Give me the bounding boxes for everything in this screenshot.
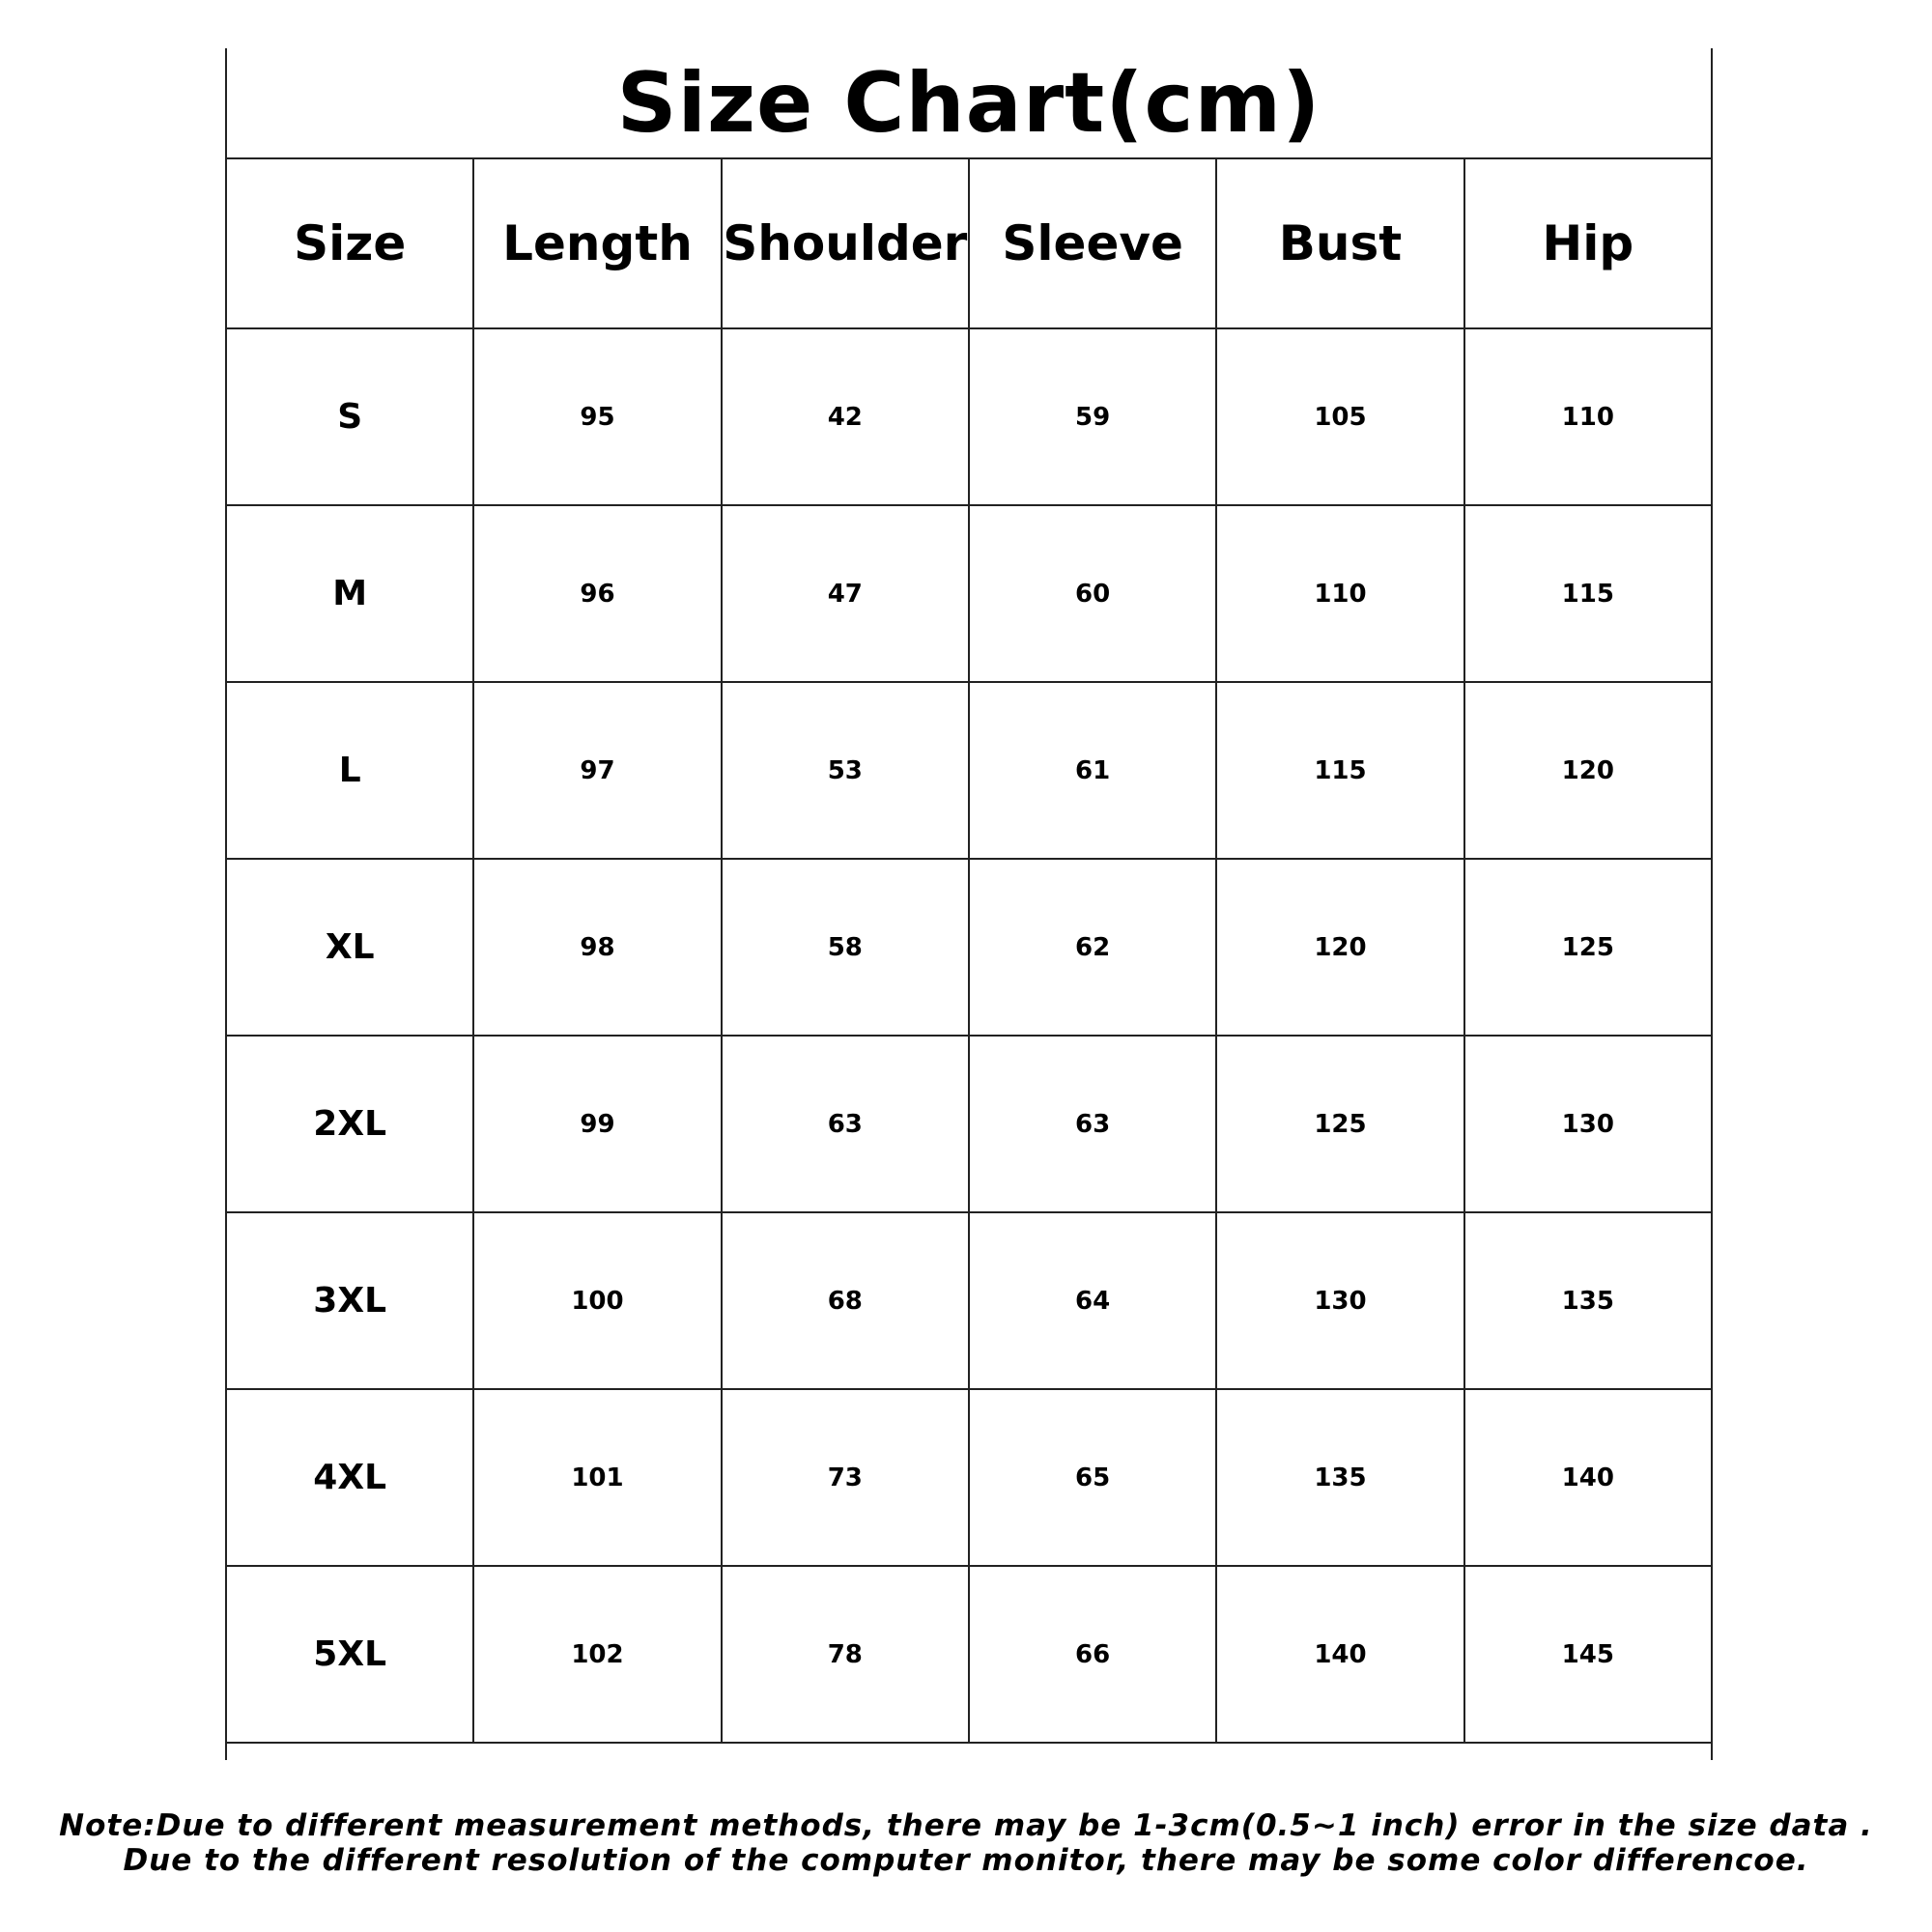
- hip-cell: 135: [1464, 1212, 1712, 1389]
- bust-cell: 140: [1216, 1566, 1463, 1743]
- bust-cell: 125: [1216, 1036, 1463, 1212]
- shoulder-cell: 63: [722, 1036, 969, 1212]
- sleeve-cell: 60: [969, 505, 1216, 682]
- hip-cell: 120: [1464, 682, 1712, 859]
- table-row: [226, 1036, 1712, 1212]
- note-line-1: Note:Due to different measurement methods, there may be 1-3cm(0.5~1 inch) error in the size data .: [59, 1808, 1873, 1843]
- bust-cell: 105: [1216, 328, 1463, 505]
- header-hip: Hip: [1464, 158, 1712, 328]
- header-shoulder: Shoulder: [722, 158, 969, 328]
- header-size: Size: [226, 158, 473, 328]
- sleeve-cell: 66: [969, 1566, 1216, 1743]
- shoulder-cell: 78: [722, 1566, 969, 1743]
- hip-cell: 145: [1464, 1566, 1712, 1743]
- length-cell: 95: [473, 328, 721, 505]
- bust-cell: 130: [1216, 1212, 1463, 1389]
- shoulder-cell: 73: [722, 1389, 969, 1566]
- sleeve-cell: 59: [969, 328, 1216, 505]
- size-cell: M: [226, 505, 473, 682]
- hip-cell: 140: [1464, 1389, 1712, 1566]
- bust-cell: 115: [1216, 682, 1463, 859]
- chart-title: Size Chart(cm): [616, 54, 1321, 152]
- length-cell: 101: [473, 1389, 721, 1566]
- sleeve-cell: 65: [969, 1389, 1216, 1566]
- hip-cell: 125: [1464, 859, 1712, 1036]
- table-row: [226, 1212, 1712, 1389]
- length-cell: 98: [473, 859, 721, 1036]
- hip-cell: 115: [1464, 505, 1712, 682]
- shoulder-cell: 47: [722, 505, 969, 682]
- size-cell: 5XL: [226, 1566, 473, 1743]
- table-row: [226, 328, 1712, 505]
- length-cell: 96: [473, 505, 721, 682]
- header-length: Length: [473, 158, 721, 328]
- size-cell: L: [226, 682, 473, 859]
- shoulder-cell: 58: [722, 859, 969, 1036]
- header-bust: Bust: [1216, 158, 1463, 328]
- table-row: [226, 1389, 1712, 1566]
- size-cell: S: [226, 328, 473, 505]
- size-cell: 3XL: [226, 1212, 473, 1389]
- size-cell: 2XL: [226, 1036, 473, 1212]
- shoulder-cell: 42: [722, 328, 969, 505]
- length-cell: 100: [473, 1212, 721, 1389]
- hip-cell: 110: [1464, 328, 1712, 505]
- table-row: [226, 859, 1712, 1036]
- table-row: [226, 505, 1712, 682]
- sleeve-cell: 63: [969, 1036, 1216, 1212]
- sleeve-cell: 61: [969, 682, 1216, 859]
- size-table: [225, 157, 1713, 1744]
- hip-cell: 130: [1464, 1036, 1712, 1212]
- length-cell: 102: [473, 1566, 721, 1743]
- header-row: [226, 158, 1712, 328]
- size-cell: XL: [226, 859, 473, 1036]
- sleeve-cell: 62: [969, 859, 1216, 1036]
- length-cell: 99: [473, 1036, 721, 1212]
- note-line-2: Due to the different resolution of the computer monitor, there may be some color differencoe.: [123, 1843, 1809, 1878]
- bust-cell: 135: [1216, 1389, 1463, 1566]
- header-sleeve: Sleeve: [969, 158, 1216, 328]
- table-row: [226, 1566, 1712, 1743]
- length-cell: 97: [473, 682, 721, 859]
- bust-cell: 110: [1216, 505, 1463, 682]
- measurement-note: [0, 1808, 1932, 1878]
- sleeve-cell: 64: [969, 1212, 1216, 1389]
- bust-cell: 120: [1216, 859, 1463, 1036]
- table-row: [226, 682, 1712, 859]
- shoulder-cell: 68: [722, 1212, 969, 1389]
- size-cell: 4XL: [226, 1389, 473, 1566]
- shoulder-cell: 53: [722, 682, 969, 859]
